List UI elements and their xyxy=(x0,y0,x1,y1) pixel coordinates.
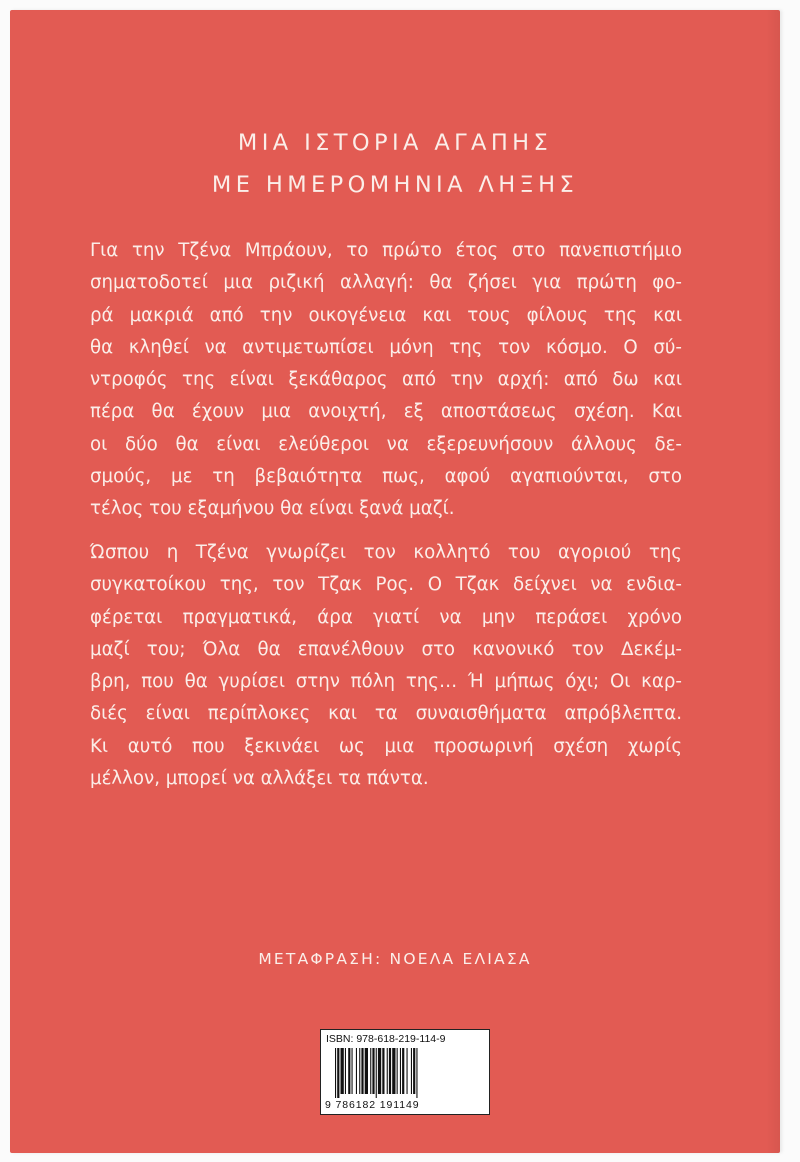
blurb-line: φέρεται πραγματικά, άρα γιατί να μην περάσει χρόνο xyxy=(90,606,682,628)
barcode-bar xyxy=(337,1048,339,1098)
barcode-bar xyxy=(392,1048,395,1094)
blurb-line: πέρα θα έχουν μια ανοιχτή, εξ αποστάσεως σχέση. Και xyxy=(90,401,682,423)
blurb-line: οι δύο θα είναι ελεύθεροι να εξερευνήσουν άλλους δε- xyxy=(90,433,682,455)
translator-credit: ΜΕΤΑΦΡΑΣΗ: ΝΟΕΛΑ ΕΛΙΑΣΑ xyxy=(258,950,532,968)
barcode-bar xyxy=(356,1048,357,1094)
barcode-bar xyxy=(389,1048,391,1094)
isbn-barcode xyxy=(320,1029,490,1115)
heading-line-2: ΜΕ ΗΜΕΡΟΜΗΝΙΑ ΛΗΞΗΣ xyxy=(211,172,579,198)
barcode-bar xyxy=(402,1048,404,1094)
blurb-line: μέλλον, μπορεί να αλλάξει τα πάντα. xyxy=(90,768,429,790)
barcode-bar xyxy=(397,1048,398,1094)
blurb-line: θα κληθεί να αντιμετωπίσει μόνη της τον κόσμο. Ο σύ- xyxy=(90,336,682,358)
barcode-bar xyxy=(416,1048,417,1098)
barcode-bar xyxy=(352,1048,353,1094)
blurb-line: ρά μακριά από την οικογένεια και τους φίλους της και xyxy=(90,304,682,326)
heading-line-1: ΜΙΑ ΙΣΤΟΡΙΑ ΑΓΑΠΗΣ xyxy=(237,130,553,156)
barcode-bar xyxy=(370,1048,371,1094)
blurb-line: βρη, που θα γυρίσει στην πόλη της… Ή μήπως όχι; Οι καρ- xyxy=(90,671,682,693)
blurb-paragraph-2 xyxy=(90,537,682,795)
barcode-bar xyxy=(378,1048,381,1094)
blurb-line: σμούς, με τη βεβαιότητα πως, αφού αγαπιούνται, στο xyxy=(90,466,682,488)
blurb-line: διές είναι περίπλοκες και τα συναισθήματα απρόβλεπτα. xyxy=(90,703,682,725)
cover-heading xyxy=(10,122,780,206)
blurb-line: τέλος του εξαμήνου θα είναι ξανά μαζί. xyxy=(90,498,455,520)
barcode-bar xyxy=(376,1048,377,1098)
barcode-bar xyxy=(361,1048,363,1094)
blurb-line: σηματοδοτεί μια ριζική αλλαγή: θα ζήσει για πρώτη φο- xyxy=(90,272,682,294)
barcode-bar xyxy=(411,1048,412,1094)
barcode-bar xyxy=(341,1048,344,1094)
barcode-digits: 9 786182 191149 xyxy=(325,1099,420,1111)
barcode-bar xyxy=(348,1048,350,1094)
barcode-bar xyxy=(345,1048,346,1094)
blurb-line: ντροφός της είναι ξεκάθαρος από την αρχή: από δω και xyxy=(90,369,682,391)
barcode-bars xyxy=(335,1048,481,1098)
barcode-bar xyxy=(400,1048,401,1094)
book-back-cover xyxy=(10,10,780,1153)
blurb-line: μαζί του; Όλα θα επανέλθουν στο κανονικό τον Δεκέμ- xyxy=(90,638,682,660)
blurb-line: συγκατοίκου της, τον Τζακ Ρος. Ο Τζακ δείχνει να ενδια- xyxy=(90,574,682,596)
barcode-bar xyxy=(335,1048,336,1098)
blurb-line: Ώσπου η Τζένα γνωρίζει τον κολλητό του αγοριού της xyxy=(90,542,682,563)
blurb-line: Για την Τζένα Μπράουν, το πρώτο έτος στο πανεπιστήμιο xyxy=(90,240,682,261)
isbn-label: ISBN: 978-618-219-114-9 xyxy=(326,1033,446,1045)
barcode-bar xyxy=(413,1048,415,1094)
blurb-paragraph-1 xyxy=(90,235,682,526)
barcode-bar xyxy=(359,1048,360,1094)
barcode-bar xyxy=(365,1048,368,1094)
barcode-bar xyxy=(387,1048,388,1094)
blurb-line: Κι αυτό που ξεκινάει ως μια προσωρινή σχέση χωρίς xyxy=(90,735,682,757)
barcode-bar xyxy=(407,1048,408,1094)
barcode-bar xyxy=(372,1048,374,1094)
barcode-bar xyxy=(382,1048,384,1094)
